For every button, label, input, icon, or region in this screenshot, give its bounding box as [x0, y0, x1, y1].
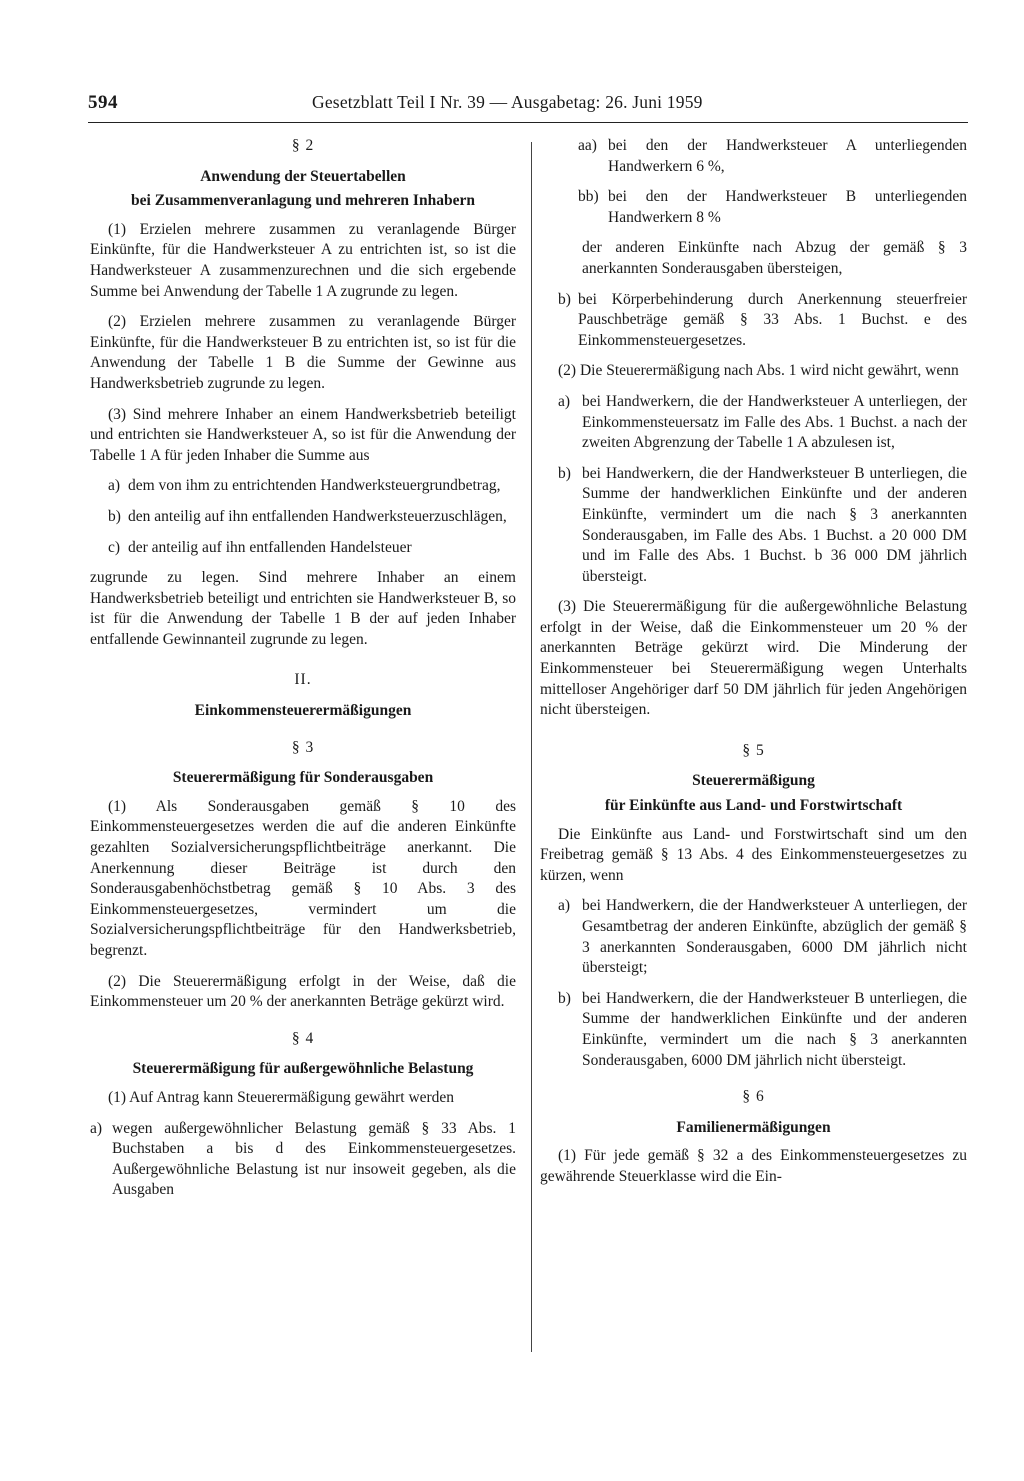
section-5-heading: Steuerermäßigung [692, 772, 815, 790]
part-2-heading: Einkommensteuerermäßigungen [194, 702, 412, 720]
list-item-text: bei den der Handwerksteuer A unterliegenden Handwerkern 6 %, [608, 137, 967, 175]
list-item-text: bei den der Handwerksteuer B unterliegenden Handwerkern 8 % [608, 188, 967, 226]
list-item-label: a) [90, 1119, 103, 1137]
paragraph: (3) Sind mehrere Inhaber an einem Handwerksbetrieb beteiligt und entrichten sie Handwerksteuer A, so ist für die Anwendung der Tabelle 1 A für jeden Inhaber die Summe aus [90, 405, 516, 464]
list-item-label: b) [108, 507, 121, 525]
section-2-heading: Anwendung der Steuertabellen [200, 167, 406, 185]
right-column [540, 136, 967, 1198]
list-item-label: bb) [578, 188, 599, 206]
paragraph: (1) Erzielen mehrere zusammen zu veranlagende Bürger Einkünfte, für die Handwerksteuer A zu entrichten ist, so ist die Handwerksteuer A zusammenzurechnen und die sich ergebende Summe bei Anwendung der Tabelle 1 A zugrunde zu legen. [90, 220, 516, 300]
section-5-number: § 5 [742, 741, 765, 759]
list-item-label: a) [558, 897, 571, 915]
list-item [558, 896, 967, 978]
section-3-number: § 3 [291, 738, 315, 756]
section-6-number: § 6 [742, 1088, 765, 1106]
section-2-subheading: bei Zusammenveranlagung und mehreren Inhabern [131, 192, 475, 210]
list-item-label: b) [558, 989, 571, 1007]
section-4-heading: Steuerermäßigung für außergewöhnliche Belastung [132, 1060, 474, 1078]
list-item-label: a) [108, 477, 121, 495]
section-4-number: § 4 [291, 1029, 315, 1047]
list-item-label: c) [108, 538, 121, 556]
paragraph: (2) Erzielen mehrere zusammen zu veranlagende Bürger Einkünfte, für die Handwerksteuer B zu entrichten ist, so ist für die Anwendung der Tabelle 1 B die Summe der Gewinne aus Handwerksbetrieb zugrunde zu legen. [90, 313, 516, 392]
paragraph: (1) Als Sonderausgaben gemäß § 10 des Einkommensteuergesetzes werden die auf die anderen Einkünfte gezahlten Sozialversicherungspflichtbeiträge anerkannt. Die Anerkennung dieser Beiträge ist durch den Sonderausgabenhöchstbetrag gemäß § 10 Abs. 3 des Einkommensteuergesetzes, vermindert um die Sozialversicherungspflichtbeiträge für den Handwerksbetrieb, begrenzt. [90, 797, 516, 959]
list-item-label: b) [558, 290, 571, 308]
list-item [90, 1119, 516, 1201]
part-2-number: II. [294, 671, 312, 689]
list-item-text: bei Körperbehinderung durch Anerkennung steuerfreier Pauschbeträge gemäß § 33 Abs. 1 Buchst. e des Einkommensteuergesetzes. [578, 290, 967, 349]
paragraph: Die Einkünfte aus Land- und Forstwirtschaft sind um den Freibetrag gemäß § 13 Abs. 4 des Einkommensteuergesetzes zu kürzen, wenn [540, 825, 967, 884]
list-item-text: dem von ihm zu entrichtenden Handwerksteuergrundbetrag, [128, 477, 501, 495]
paragraph: (2) Die Steuerermäßigung erfolgt in der Weise, daß die Einkommensteuer um 20 % der anerkannten Beträge gekürzt wird. [90, 972, 516, 1011]
column-divider [531, 142, 532, 1352]
list-item [558, 392, 967, 454]
list-item [558, 464, 967, 588]
list-item-label: aa) [578, 137, 597, 154]
list-item [108, 476, 516, 497]
section-6-heading: Familienermäßigungen [676, 1118, 831, 1136]
paragraph: (1) Auf Antrag kann Steuerermäßigung gewährt werden [108, 1088, 455, 1106]
list-item [108, 507, 516, 528]
page-header [88, 92, 968, 123]
list-item-text: bei Handwerkern, die der Handwerksteuer A unterliegen, der Einkommensteuersatz im Falle des Abs. 1 Buchst. a nach der zweiten Abgrenzung der Tabelle 1 A abzulesen ist, [582, 392, 967, 452]
list-item-text: bei Handwerkern, die der Handwerksteuer A unterliegen, der Gesamtbetrag der anderen Einkünfte, abzüglich der gemäß § 3 anerkannten Sonderausgaben, 6000 DM jährlich nicht übersteigt; [582, 897, 967, 977]
list-item-text: den anteilig auf ihn entfallenden Handwerksteuerzuschlägen, [128, 507, 507, 525]
paragraph: (3) Die Steuerermäßigung für die außergewöhnliche Belastung erfolgt in der Weise, daß die Einkommensteuer um 20 % der anerkannten Beträge gekürzt wird. Die Minderung der Einkommensteuer bei Steuerermäßigung wegen Unterhalts mittelloser Angehöriger darf 50 DM jährlich für jeden Angehörigen nicht übersteigen. [540, 598, 967, 719]
list-item-text: bei Handwerkern, die der Handwerksteuer B unterliegen, die Summe der handwerklichen Einkünfte und der anderen Einkünfte, vermindert um die nach § 3 anerkannten Sonderausgaben, im Falle des Abs. 1 Buchst. a 20 000 DM und im Falle des Abs. 1 Buchst. b 36 000 DM jährlich übersteigt. [582, 464, 967, 585]
section-3-heading: Steuerermäßigung für Sonderausgaben [172, 769, 434, 787]
list-item-text: wegen außergewöhnlicher Belastung gemäß § 33 Abs. 1 Buchstaben a bis d des Einkommensteuergesetzes. Außergewöhnliche Belastung ist nur insoweit gegeben, als die Ausgaben [112, 1119, 516, 1199]
section-5-subheading: für Einkünfte aus Land- und Forstwirtschaft [604, 797, 903, 815]
list-item-text: bei Handwerkern, die der Handwerksteuer B unterliegen, die Summe der handwerklichen Einkünfte und der anderen Einkünfte, vermindert um die nach § 3 anerkannten Sonderausgaben, 6000 DM jährlich nicht übersteigt. [582, 989, 967, 1069]
page-number: 594 [88, 92, 118, 113]
list-item [578, 136, 967, 177]
list-item-label: a) [558, 392, 571, 410]
list-item-label: b) [558, 464, 571, 482]
list-item [108, 538, 516, 559]
paragraph: der anderen Einkünfte nach Abzug der gemäß § 3 anerkannten Sonderausgaben übersteigen, [582, 239, 967, 277]
paragraph: (2) Die Steuerermäßigung nach Abs. 1 wird nicht gewährt, wenn [558, 362, 959, 380]
list-item-text: der anteilig auf ihn entfallenden Handelsteuer [128, 538, 412, 556]
section-2-number: § 2 [291, 137, 315, 154]
paragraph: (1) Für jede gemäß § 32 a des Einkommensteuergesetzes zu gewährende Steuerklasse wird die Ein- [540, 1147, 967, 1185]
running-title: Gesetzblatt Teil I Nr. 39 — Ausgabetag: 26. Juni 1959 [312, 92, 703, 112]
left-column [90, 136, 516, 1211]
list-item [558, 989, 967, 1071]
list-item [558, 290, 967, 352]
list-item [578, 187, 967, 228]
paragraph: zugrunde zu legen. Sind mehrere Inhaber an einem Handwerksbetrieb beteiligt und entrichten sie Handwerksteuer B, so ist für die Anwendung der Tabelle 1 B der auf jeden Inhaber entfallende Gewinnanteil zugrunde zu legen. [90, 569, 516, 648]
